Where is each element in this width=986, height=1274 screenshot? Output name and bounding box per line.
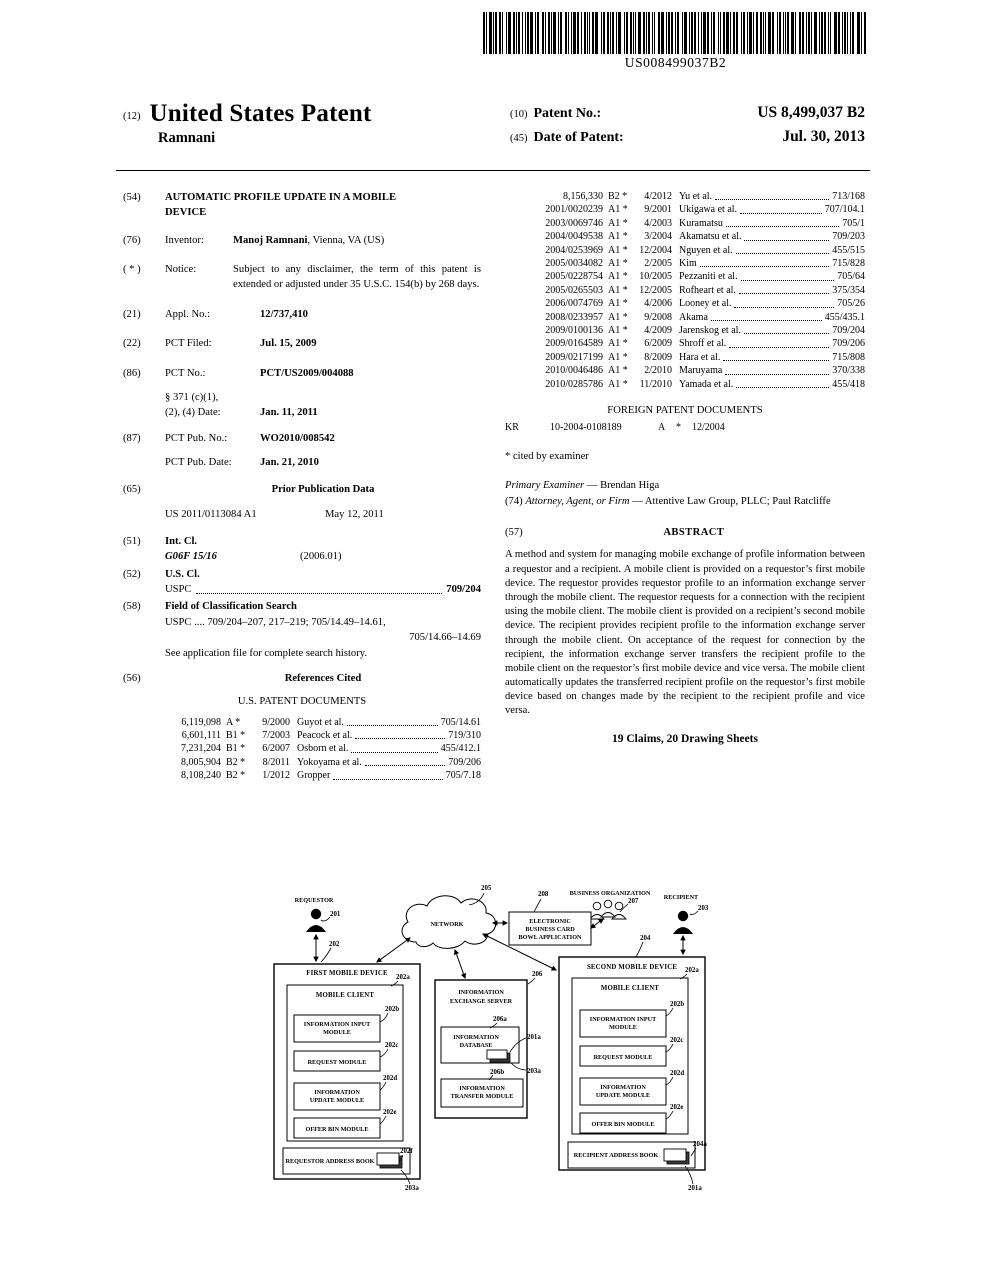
ref-number: 2001/0020239 xyxy=(545,204,603,216)
ref-number: 2010/0046486 xyxy=(545,365,603,377)
abstract-heading xyxy=(505,525,865,540)
ref-kind-code: B2 * xyxy=(226,756,246,768)
ref-number: 2004/0049538 xyxy=(545,231,603,243)
us-patent-ref-row xyxy=(505,217,865,230)
header-left xyxy=(123,101,485,152)
field-22-num: (22) xyxy=(123,338,141,350)
ebc-app-line1: ELECTRONIC xyxy=(529,918,571,925)
pct-filed-value: Jul. 15, 2009 xyxy=(260,338,317,350)
ref-206a: 206a xyxy=(493,1016,507,1023)
field-86-num: (86) xyxy=(123,367,141,379)
abstract-text: A method and system for managing mobile exchange of profile information between a requestor and a recipient. A mobile client is provided on a requestor’s first mobile device. The requestor provides requestor profile to an information exchange server through the mobile client. The requestor requests for a connection with the recipient using the mobile client. The mobile client is provided on a recipient’s second mobile device. The recipient provides recipient profile to the information exchange server through the mobile client. On acceptance of the request for connection by the recipient, the information exchange server transfers the recipient profile to the mobile client on the requestor’s first mobile device and vice versa. The mobile client automatically updates the transferred recipient profile on the requestor’s first mobile device based on changes made by the recipient to the recipient profile and vice versa. xyxy=(505,549,865,717)
ref-number: 2009/0100136 xyxy=(545,325,603,337)
dot-leader xyxy=(351,742,437,752)
us-patent-ref-row xyxy=(505,324,865,337)
ref-202e-right: 202e xyxy=(670,1104,684,1111)
network-label: NETWORK xyxy=(430,921,464,928)
ref-kind-code: A1 * xyxy=(608,325,628,337)
ref-date: 4/2012 xyxy=(644,191,672,202)
ref-date: 11/2010 xyxy=(639,378,672,390)
ref-kind-code: A1 * xyxy=(608,217,628,229)
dot-leader xyxy=(333,769,442,779)
pct-pub-date-label: PCT Pub. Date: xyxy=(165,456,232,468)
figure-drawing xyxy=(250,872,750,1212)
ref-number: 2003/0069746 xyxy=(545,217,603,229)
ref-kind-code: A1 * xyxy=(608,338,628,350)
ref-name: Akamatsu et al. xyxy=(679,231,742,243)
appl-no-value: 12/737,410 xyxy=(260,308,308,320)
field-51-num: (51) xyxy=(123,536,141,548)
cited-by-examiner-note: * cited by examiner xyxy=(505,450,589,462)
ref-date: 12/2004 xyxy=(639,244,672,256)
ref-kind-code: A1 * xyxy=(608,271,628,283)
left-column xyxy=(123,190,481,783)
patent-no-label: Patent No.: xyxy=(533,106,602,121)
dot-leader xyxy=(365,756,445,766)
invention-title: AUTOMATIC PROFILE UPDATE IN A MOBILE DEVICE xyxy=(165,192,397,219)
ref-class: 715/808 xyxy=(832,351,865,363)
ref-class: 455/435.1 xyxy=(824,311,865,323)
us-patent-ref-row xyxy=(123,769,481,782)
ref-number: 2004/0253969 xyxy=(545,244,603,256)
references-cited-heading: References Cited xyxy=(284,672,362,684)
notice-label: Notice: xyxy=(165,264,197,276)
field-54-num: (54) xyxy=(123,192,141,203)
field-of-search-line1: USPC .... 709/204–207, 217–219; 705/14.49–14.61, xyxy=(165,616,386,628)
dot-leader xyxy=(729,337,829,347)
right-info-input-l2: MODULE xyxy=(609,1024,637,1031)
barcode-image xyxy=(483,12,868,54)
ref-class: 370/338 xyxy=(832,365,865,377)
pct-pub-date-value: Jan. 21, 2010 xyxy=(260,456,319,468)
ref-number: 2005/0265503 xyxy=(545,284,603,296)
arrow-network-server xyxy=(455,950,465,978)
ref-date: 10/2005 xyxy=(639,271,672,283)
database-card-icon xyxy=(487,1050,510,1062)
ref-date: 4/2006 xyxy=(644,298,672,310)
ref-date: 9/2000 xyxy=(262,716,290,728)
leader-203 xyxy=(690,911,698,915)
ref-number: 2009/0217199 xyxy=(545,351,603,363)
pct-pub-no-value: WO2010/008542 xyxy=(260,432,335,444)
dot-leader xyxy=(741,270,835,280)
s371-line1: § 371 (c)(1), xyxy=(165,391,219,403)
ref-name: Guyot et al. xyxy=(297,716,344,728)
ref-name: Akama xyxy=(679,311,708,323)
us-patent-ref-row xyxy=(123,716,481,729)
barcode-bars xyxy=(483,12,866,54)
field-56-num: (56) xyxy=(123,672,141,684)
page-title: United States Patent xyxy=(149,100,372,127)
us-patent-ref-row xyxy=(505,190,865,203)
right-info-update-l1: INFORMATION xyxy=(600,1084,646,1091)
ref-201: 201 xyxy=(330,911,341,918)
info-db-l1: INFORMATION xyxy=(453,1034,499,1041)
us-patent-ref-row xyxy=(505,378,865,391)
dot-leader xyxy=(347,716,438,726)
right-info-input-l1: INFORMATION INPUT xyxy=(589,1016,657,1023)
figure-svg xyxy=(250,872,750,1209)
us-patent-ref-row xyxy=(123,742,481,755)
ref-kind-code: A1 * xyxy=(608,231,628,243)
requestor-address-book-card-icon xyxy=(377,1153,402,1168)
ref-name: Kim xyxy=(679,258,697,270)
requestor-person-icon xyxy=(306,909,326,932)
ref-name: Kuramatsu xyxy=(679,217,723,229)
ref-kind-code: A * xyxy=(226,716,241,728)
arrow-app-organization xyxy=(591,919,603,928)
ref-kind-code: A1 * xyxy=(608,351,628,363)
dot-leader xyxy=(740,203,822,213)
dot-leader xyxy=(196,582,443,594)
right-mobile-client-title: MOBILE CLIENT xyxy=(600,985,660,992)
ref-kind-code: B2 * xyxy=(226,770,246,782)
right-info-update-l2: UPDATE MODULE xyxy=(595,1092,651,1099)
barcode-text: US008499037B2 xyxy=(624,55,727,70)
ref-206: 206 xyxy=(532,971,543,978)
ref-class: 707/104.1 xyxy=(824,204,865,216)
ref-202a-right: 202a xyxy=(685,967,699,974)
ref-name: Maruyama xyxy=(679,365,723,377)
ref-201a-db: 201a xyxy=(527,1034,541,1041)
dot-leader xyxy=(355,729,445,739)
leader-202 xyxy=(321,948,331,962)
dot-leader xyxy=(700,257,829,267)
s371-date-value: Jan. 11, 2011 xyxy=(260,407,318,419)
foreign-ref-row xyxy=(505,421,865,436)
ref-number: 6,119,098 xyxy=(181,716,221,728)
ref-class: 709/203 xyxy=(832,231,865,243)
ref-name: Yokoyama et al. xyxy=(297,756,362,768)
inventor-surname: Ramnani xyxy=(158,130,216,146)
right-column xyxy=(505,190,865,783)
field-of-search-line2: 705/14.66–14.69 xyxy=(409,632,481,644)
ref-name: Looney et al. xyxy=(679,298,732,310)
field-58-num: (58) xyxy=(123,601,141,613)
ref-kind-code: A1 * xyxy=(608,258,628,270)
ref-kind-code: A1 * xyxy=(608,204,628,216)
field-52-num: (52) xyxy=(123,568,141,580)
ref-class: 455/515 xyxy=(832,244,865,256)
foreign-date: 12/2004 xyxy=(692,422,725,434)
requestor-address-book-label: REQUESTOR ADDRESS BOOK xyxy=(285,1158,375,1165)
ref-class: 709/204 xyxy=(832,325,865,337)
left-info-input-l2: MODULE xyxy=(323,1029,351,1036)
foreign-country: KR xyxy=(505,422,519,434)
ref-name: Gropper xyxy=(297,770,331,782)
ref-number: 2009/0164589 xyxy=(545,338,603,350)
pct-pub-no-label: PCT Pub. No.: xyxy=(165,432,228,444)
pct-filed-label: PCT Filed: xyxy=(165,338,212,350)
ref-date: 3/2004 xyxy=(644,231,672,243)
ref-206b: 206b xyxy=(490,1069,505,1076)
ref-date: 8/2009 xyxy=(644,351,672,363)
ref-201a-right: 201a xyxy=(688,1185,702,1192)
ref-date: 9/2001 xyxy=(644,204,672,216)
attorney-line: (74) Attorney, Agent, or Firm — Attentive Law Group, PLLC; Paul Ratcliffe xyxy=(505,495,831,507)
dot-leader xyxy=(734,297,834,307)
prior-publication-heading: Prior Publication Data xyxy=(271,484,375,496)
ref-kind-code: A1 * xyxy=(608,244,628,256)
us-patent-ref-row xyxy=(505,257,865,270)
ref-class: 719/310 xyxy=(448,730,481,742)
info-transfer-l2: TRANSFER MODULE xyxy=(450,1093,514,1100)
us-patent-ref-row xyxy=(505,364,865,377)
prior-publication-date: May 12, 2011 xyxy=(325,508,384,520)
pct-no-label: PCT No.: xyxy=(165,367,206,379)
ref-number: 2010/0285786 xyxy=(545,378,603,390)
inventor-label: Inventor: xyxy=(165,234,204,246)
ref-name: Nguyen et al. xyxy=(679,244,733,256)
ref-name: Rofheart et al. xyxy=(679,284,736,296)
primary-examiner-line: Primary Examiner — Brendan Higa xyxy=(505,480,660,492)
leader-208 xyxy=(534,899,541,912)
us-patent-ref-row xyxy=(505,244,865,257)
ref-number: 7,231,204 xyxy=(181,743,221,755)
left-mobile-client-title: MOBILE CLIENT xyxy=(315,992,375,999)
uspc-value: 709/204 xyxy=(446,584,481,596)
first-device-title: FIRST MOBILE DEVICE xyxy=(306,970,388,977)
ref-date: 7/2003 xyxy=(262,730,290,742)
ref-kind-code: A1 * xyxy=(608,365,628,377)
recipient-label: RECIPIENT xyxy=(663,894,699,901)
ref-202f: 202f xyxy=(400,1148,413,1155)
dot-leader xyxy=(744,230,829,240)
ref-202: 202 xyxy=(329,941,340,948)
ref-class: 375/354 xyxy=(832,284,865,296)
dot-leader xyxy=(725,364,829,374)
ref-date: 2/2010 xyxy=(644,365,672,377)
ref-208: 208 xyxy=(538,891,549,898)
ref-name: Osborn et al. xyxy=(297,743,349,755)
ref-class: 705/26 xyxy=(837,298,865,310)
ref-number: 2008/0233957 xyxy=(545,311,603,323)
server-title-l1: INFORMATION xyxy=(458,989,504,996)
field-21-num: (21) xyxy=(123,308,141,320)
ref-date: 2/2005 xyxy=(644,258,672,270)
ref-202c-left: 202c xyxy=(385,1042,399,1049)
prior-publication-number: US 2011/0113084 A1 xyxy=(165,508,257,520)
foreign-patent-documents-heading: FOREIGN PATENT DOCUMENTS xyxy=(607,405,763,417)
ref-date: 8/2011 xyxy=(262,756,290,768)
info-db-l2: DATABASE xyxy=(459,1042,493,1049)
ref-kind-code: A1 * xyxy=(608,378,628,390)
ref-number: 2006/0074769 xyxy=(545,298,603,310)
leader-204 xyxy=(636,942,643,957)
ref-class: 705/7.18 xyxy=(445,770,481,782)
ref-class: 455/418 xyxy=(832,378,865,390)
header-divider xyxy=(116,170,870,171)
s371-line2: (2), (4) Date: xyxy=(165,407,221,419)
int-cl-version: (2006.01) xyxy=(300,551,342,563)
ref-number: 2005/0034082 xyxy=(545,258,603,270)
dot-leader xyxy=(715,190,829,200)
ref-class: 705/14.61 xyxy=(440,716,481,728)
leader-201 xyxy=(321,917,330,921)
left-info-update-l2: UPDATE MODULE xyxy=(309,1097,365,1104)
dot-leader xyxy=(736,244,830,254)
ref-class: 705/64 xyxy=(837,271,865,283)
field-87-num: (87) xyxy=(123,432,141,444)
recipient-address-book-card-icon xyxy=(664,1149,689,1164)
dot-leader xyxy=(736,378,829,388)
info-transfer-l1: INFORMATION xyxy=(459,1085,505,1092)
us-patent-ref-row xyxy=(123,756,481,769)
foreign-star: * xyxy=(676,422,681,434)
ref-204: 204 xyxy=(640,935,651,942)
dot-leader xyxy=(726,217,839,227)
leader-206 xyxy=(528,978,535,984)
ref-name: Pezzaniti et al. xyxy=(679,271,738,283)
ref-date: 6/2009 xyxy=(644,338,672,350)
us-patent-documents-heading: U.S. PATENT DOCUMENTS xyxy=(237,696,367,708)
ebc-app-line3: BOWL APPLICATION xyxy=(518,934,582,941)
kind-code-10: (10) xyxy=(510,109,528,120)
ref-class: 713/168 xyxy=(832,191,865,202)
ref-date: 6/2007 xyxy=(262,743,290,755)
us-cl-label: U.S. Cl. xyxy=(165,568,200,580)
ref-202b-left: 202b xyxy=(385,1006,400,1013)
ref-207: 207 xyxy=(628,898,639,905)
us-patent-ref-row xyxy=(505,297,865,310)
examiner-block xyxy=(505,478,865,509)
us-patent-ref-row xyxy=(505,311,865,324)
business-organization-icon xyxy=(590,900,626,919)
kind-code-45: (45) xyxy=(510,133,528,144)
header xyxy=(123,101,865,152)
us-refs-right xyxy=(505,190,865,391)
ref-203a-db: 203a xyxy=(527,1068,541,1075)
notice-text: Subject to any disclaimer, the term of this patent is extended or adjusted under 35 U.S.C. 154(b) by 268 days. xyxy=(233,264,481,291)
ref-kind-code: A1 * xyxy=(608,284,628,296)
business-organization-label: BUSINESS ORGANIZATION xyxy=(569,890,651,897)
ref-class: 455/412.1 xyxy=(440,743,481,755)
left-info-input-l1: INFORMATION INPUT xyxy=(303,1021,371,1028)
ref-number: 8,156,330 xyxy=(563,191,603,202)
server-title-l2: EXCHANGE SERVER xyxy=(449,998,513,1005)
ref-202e-left: 202e xyxy=(383,1109,397,1116)
ref-202c-right: 202c xyxy=(670,1037,684,1044)
ref-class: 705/1 xyxy=(842,217,865,229)
ref-class: 709/206 xyxy=(832,338,865,350)
int-cl-label: Int. Cl. xyxy=(165,536,198,548)
recipient-address-book-label: RECIPIENT ADDRESS BOOK xyxy=(573,1152,659,1159)
requestor-label: REQUESTOR xyxy=(294,897,334,904)
ref-kind-code: B1 * xyxy=(226,730,246,742)
int-cl-class: G06F 15/16 xyxy=(165,551,217,563)
ref-name: Yu et al. xyxy=(679,191,713,202)
us-patent-ref-row xyxy=(505,270,865,283)
us-patent-ref-row xyxy=(505,337,865,350)
us-patent-ref-row xyxy=(505,203,865,216)
ebc-app-line2: BUSINESS CARD xyxy=(525,926,575,933)
uspc-word: USPC xyxy=(165,584,192,596)
ref-202a-left: 202a xyxy=(396,974,410,981)
ref-kind-code: B1 * xyxy=(226,743,246,755)
left-offer-bin-label: OFFER BIN MODULE xyxy=(305,1126,369,1133)
arrow-network-first-device xyxy=(377,938,410,962)
header-right xyxy=(510,101,865,152)
field-57-num: (57) xyxy=(505,527,523,539)
second-device-title: SECOND MOBILE DEVICE xyxy=(586,964,678,971)
field-76-num: (76) xyxy=(123,234,141,246)
ref-date: 4/2009 xyxy=(644,325,672,337)
foreign-number: 10-2004-0108189 xyxy=(550,422,622,434)
ref-number: 8,005,904 xyxy=(181,756,221,768)
ref-name: Peacock et al. xyxy=(297,730,353,742)
ref-name: Ukigawa et al. xyxy=(679,204,738,216)
ref-class: 715/828 xyxy=(832,258,865,270)
ref-date: 4/2003 xyxy=(644,217,672,229)
pct-no-value: PCT/US2009/004088 xyxy=(260,367,354,379)
us-refs-left xyxy=(123,716,481,783)
ref-number: 2005/0228754 xyxy=(545,271,603,283)
claims-drawings-line: 19 Claims, 20 Drawing Sheets xyxy=(612,732,758,745)
ref-203a-left: 203a xyxy=(405,1185,419,1192)
us-patent-ref-row xyxy=(505,230,865,243)
abstract-title: ABSTRACT xyxy=(663,527,725,539)
ref-date: 12/2005 xyxy=(639,284,672,296)
ref-class: 709/206 xyxy=(448,756,481,768)
ref-date: 1/2012 xyxy=(262,770,290,782)
left-info-update-l1: INFORMATION xyxy=(314,1089,360,1096)
field-of-search-line3: See application file for complete search history. xyxy=(165,647,367,659)
ref-name: Hara et al. xyxy=(679,351,721,363)
ref-202b-right: 202b xyxy=(670,1001,685,1008)
date-of-patent-label: Date of Patent: xyxy=(533,130,624,145)
ref-203: 203 xyxy=(698,905,709,912)
kind-code-12: (12) xyxy=(123,111,141,122)
field-of-search-label: Field of Classification Search xyxy=(165,601,297,613)
right-request-module-label: REQUEST MODULE xyxy=(593,1054,653,1061)
us-patent-ref-row xyxy=(123,729,481,742)
barcode xyxy=(483,12,868,71)
dot-leader xyxy=(739,284,829,294)
ref-kind-code: A1 * xyxy=(608,298,628,310)
ref-number: 6,601,111 xyxy=(181,730,221,742)
ref-number: 8,108,240 xyxy=(181,770,221,782)
ref-date: 9/2008 xyxy=(644,311,672,323)
dot-leader xyxy=(723,351,829,361)
ref-202d-right: 202d xyxy=(670,1070,685,1077)
ref-204a: 204a xyxy=(693,1141,707,1148)
ref-202d-left: 202d xyxy=(383,1075,398,1082)
dot-leader xyxy=(711,311,822,321)
foreign-kind: A xyxy=(658,422,666,434)
us-patent-ref-row xyxy=(505,351,865,364)
date-of-patent-value: Jul. 30, 2013 xyxy=(782,128,865,145)
left-request-module-label: REQUEST MODULE xyxy=(307,1059,367,1066)
bibliographic-columns xyxy=(123,190,865,783)
ref-name: Yamada et al. xyxy=(679,378,734,390)
us-patent-ref-row xyxy=(505,284,865,297)
ref-name: Jarenskog et al. xyxy=(679,325,741,337)
right-offer-bin-label: OFFER BIN MODULE xyxy=(591,1121,655,1128)
ref-kind-code: B2 * xyxy=(608,191,628,202)
patent-no-value: US 8,499,037 B2 xyxy=(757,104,865,121)
field-65-num: (65) xyxy=(123,484,141,496)
ref-name: Shroff et al. xyxy=(679,338,727,350)
inventor-value: Manoj Ramnani, Vienna, VA (US) xyxy=(233,234,385,246)
ref-kind-code: A1 * xyxy=(608,311,628,323)
ref-205: 205 xyxy=(481,885,492,892)
notice-star-num: ( * ) xyxy=(123,264,141,276)
appl-no-label: Appl. No.: xyxy=(165,308,211,320)
dot-leader xyxy=(744,324,829,334)
